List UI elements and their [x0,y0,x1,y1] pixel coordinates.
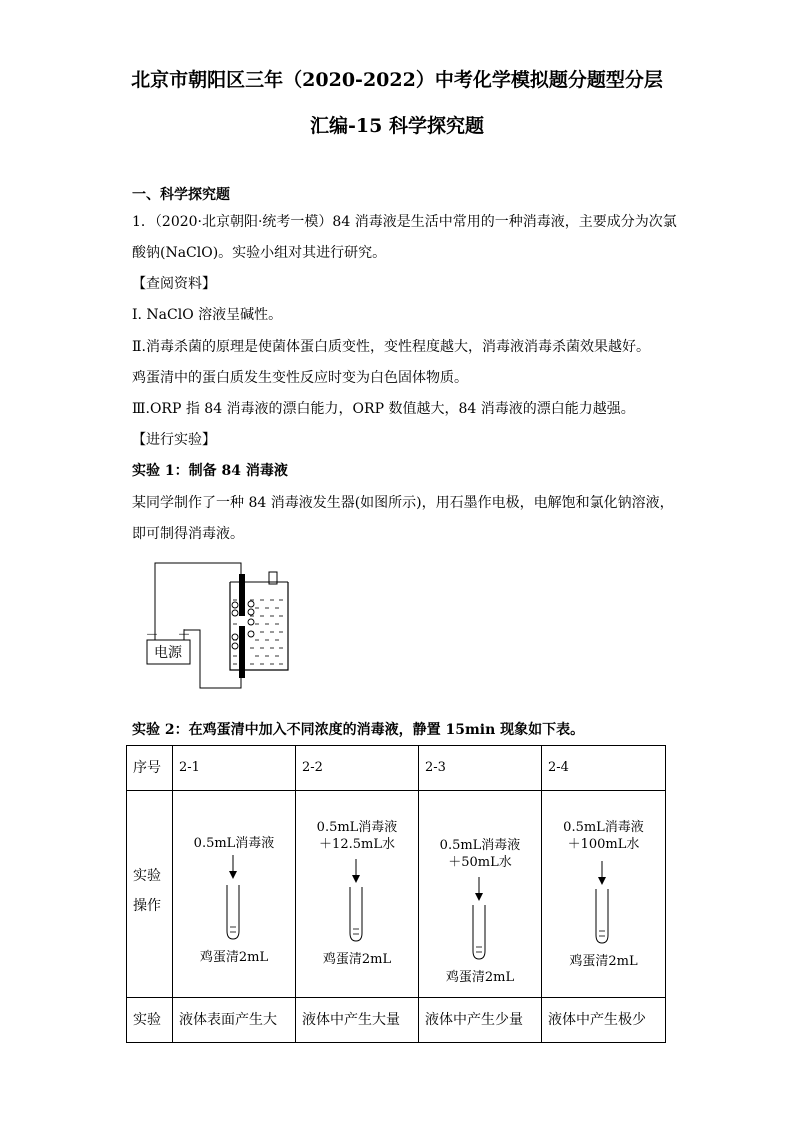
info-item-3: Ⅲ.ORP 指 84 消毒液的漂白能力，ORP 数值越大，84 消毒液的漂白能力越强。 [132,401,635,417]
lookup-heading: 【查阅资料】 [132,276,216,292]
info-item-2-continued: 鸡蛋清中的蛋白质发生变性反应时变为白色固体物质。 [132,370,468,386]
operation-cell-2-1 [173,791,296,998]
result-label-cell: 实验 [127,998,173,1043]
test-tube-illustration [173,791,296,998]
egg-white-label: 鸡蛋清2mL [445,970,515,985]
water-label: ＋12.5mL水 [319,837,395,852]
operation-label-line-2: 操作 [133,898,161,914]
water-label: ＋100mL水 [567,837,640,852]
experiment-1-line-1: 某同学制作了一种 84 消毒液发生器(如图所示)，用石墨作电极，电解饱和氯化钠溶液， [132,495,674,511]
lower-electrode [239,626,245,678]
water-label: ＋50mL水 [448,855,512,870]
power-supply-label: 电源 [154,645,182,661]
table-row-operation [127,791,666,998]
operation-cell-2-2 [296,791,419,998]
egg-white-label: 鸡蛋清2mL [322,952,392,967]
experiment-1-line-2: 即可制得消毒液。 [132,526,244,542]
header-cell-2-4: 2-4 [542,746,666,791]
experiment-1-title: 实验 1：制备 84 消毒液 [132,463,288,479]
result-cell-2-2: 液体中产生大量 [296,998,419,1043]
egg-white-label: 鸡蛋清2mL [569,954,638,969]
document-title-line-2: 汇编-15 科学探究题 [310,115,484,137]
reagent-label: 0.5mL消毒液 [193,836,275,851]
result-cell-2-4: 液体中产生极少 [542,998,666,1043]
negative-terminal-label: － [145,628,159,643]
header-cell-2-3: 2-3 [419,746,542,791]
header-cell-2-1: 2-1 [173,746,296,791]
positive-terminal-label: ＋ [177,628,191,643]
experiment-heading: 【进行实验】 [132,432,216,448]
reagent-label: 0.5mL消毒液 [439,838,521,853]
experiment-2-title: 实验 2：在鸡蛋清中加入不同浓度的消毒液，静置 15min 现象如下表。 [132,722,585,738]
operation-label-cell [127,791,173,998]
operation-cell-2-3 [419,791,542,998]
document-title-line-1: 北京市朝阳区三年（2020-2022）中考化学模拟题分题型分层 [131,69,663,91]
experiment-2-table [126,745,666,1043]
egg-white-label: 鸡蛋清2mL [199,950,269,965]
operation-label-line-1: 实验 [133,868,161,884]
container [230,582,288,670]
header-cell-number: 序号 [127,746,173,791]
result-cell-2-3: 液体中产生少量 [419,998,542,1043]
operation-cell-2-4 [542,791,666,998]
test-tube-illustration [419,791,542,998]
reagent-label: 0.5mL消毒液 [316,820,398,835]
question-1-line-1: 1．（2020·北京朝阳·统考一模）84 消毒液是生活中常用的一种消毒液，主要成分为次氯 [132,214,677,230]
section-heading: 一、科学探究题 [132,187,230,203]
question-1-line-2: 酸钠(NaClO)。实验小组对其进行研究。 [132,245,387,261]
table-header-row [127,746,666,791]
header-cell-2-2: 2-2 [296,746,419,791]
info-item-2: Ⅱ.消毒杀菌的原理是使菌体蛋白质变性，变性程度越大，消毒液消毒杀菌效果越好。 [132,339,650,355]
upper-electrode [239,574,245,616]
info-item-1: Ⅰ. NaClO 溶液呈碱性。 [132,307,283,323]
table-row-result [127,998,666,1043]
electrolysis-diagram [140,560,300,695]
result-cell-2-1: 液体表面产生大 [173,998,296,1043]
wire-negative [155,563,241,640]
reagent-label: 0.5mL消毒液 [563,820,644,835]
